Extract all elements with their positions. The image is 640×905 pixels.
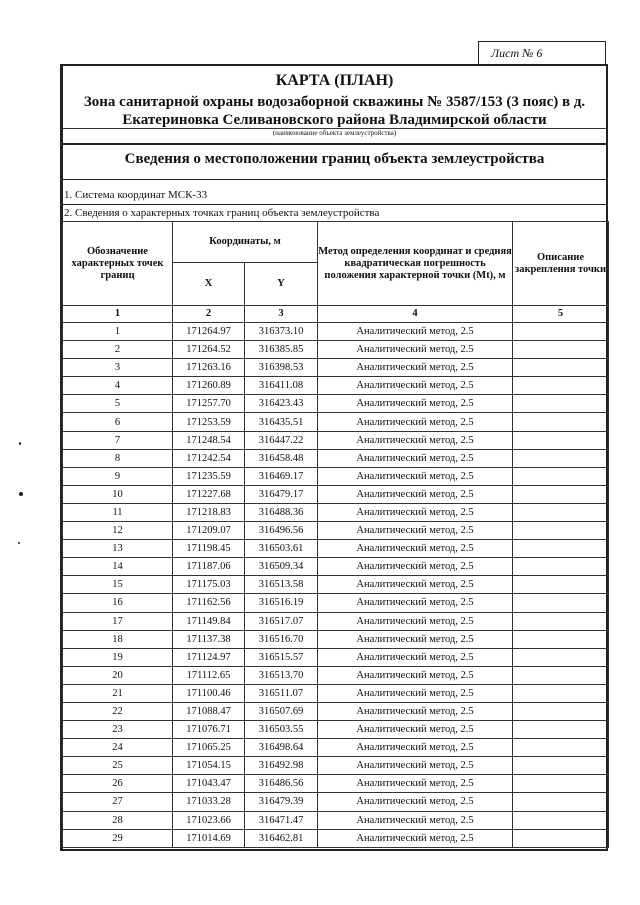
description-cell bbox=[513, 793, 609, 811]
description-cell bbox=[513, 775, 609, 793]
description-cell bbox=[513, 323, 609, 341]
document-subtitle bbox=[63, 93, 606, 129]
table-row bbox=[63, 341, 609, 359]
coord-x-cell: 171227.68 bbox=[173, 485, 245, 503]
coord-y-cell: 316503.61 bbox=[245, 540, 318, 558]
column-number: 4 bbox=[318, 306, 513, 323]
table-row bbox=[63, 739, 609, 757]
method-cell: Аналитический метод, 2.5 bbox=[318, 359, 513, 377]
coord-y-cell: 316498.64 bbox=[245, 739, 318, 757]
method-cell: Аналитический метод, 2.5 bbox=[318, 630, 513, 648]
coord-y-cell: 316423.43 bbox=[245, 395, 318, 413]
method-cell: Аналитический метод, 2.5 bbox=[318, 648, 513, 666]
point-number-cell: 13 bbox=[63, 540, 173, 558]
coord-x-cell: 171076.71 bbox=[173, 721, 245, 739]
coord-x-cell: 171088.47 bbox=[173, 702, 245, 720]
method-cell: Аналитический метод, 2.5 bbox=[318, 684, 513, 702]
method-cell: Аналитический метод, 2.5 bbox=[318, 594, 513, 612]
coord-y-cell: 316385.85 bbox=[245, 341, 318, 359]
coord-y-cell: 316458.48 bbox=[245, 449, 318, 467]
method-cell: Аналитический метод, 2.5 bbox=[318, 413, 513, 431]
point-number-cell: 22 bbox=[63, 702, 173, 720]
coord-y-cell: 316509.34 bbox=[245, 558, 318, 576]
table-row bbox=[63, 793, 609, 811]
coord-x-cell: 171218.83 bbox=[173, 503, 245, 521]
coord-x-cell: 171253.59 bbox=[173, 413, 245, 431]
coord-y-cell: 316373.10 bbox=[245, 323, 318, 341]
table-row bbox=[63, 395, 609, 413]
table-row bbox=[63, 811, 609, 829]
point-number-cell: 4 bbox=[63, 377, 173, 395]
description-cell bbox=[513, 739, 609, 757]
description-cell bbox=[513, 666, 609, 684]
divider bbox=[63, 204, 606, 205]
coord-y-cell: 316492.98 bbox=[245, 757, 318, 775]
coord-y-cell: 316516.70 bbox=[245, 630, 318, 648]
object-caption: (наименование объекта землеустройства) bbox=[272, 129, 397, 137]
divider bbox=[63, 179, 606, 180]
method-cell: Аналитический метод, 2.5 bbox=[318, 395, 513, 413]
point-number-cell: 16 bbox=[63, 594, 173, 612]
column-number: 3 bbox=[245, 306, 318, 323]
description-cell bbox=[513, 612, 609, 630]
method-cell: Аналитический метод, 2.5 bbox=[318, 431, 513, 449]
description-cell bbox=[513, 522, 609, 540]
coord-y-cell: 316513.58 bbox=[245, 576, 318, 594]
point-number-cell: 18 bbox=[63, 630, 173, 648]
method-cell: Аналитический метод, 2.5 bbox=[318, 702, 513, 720]
point-number-cell: 15 bbox=[63, 576, 173, 594]
coordinate-system: 1. Система координат МСК-33 bbox=[64, 189, 208, 201]
description-cell bbox=[513, 377, 609, 395]
table-row bbox=[63, 594, 609, 612]
coord-x-cell: 171187.06 bbox=[173, 558, 245, 576]
method-cell: Аналитический метод, 2.5 bbox=[318, 540, 513, 558]
method-cell: Аналитический метод, 2.5 bbox=[318, 485, 513, 503]
table-row bbox=[63, 503, 609, 521]
coord-x-cell: 171043.47 bbox=[173, 775, 245, 793]
table-row bbox=[63, 666, 609, 684]
coord-x-cell: 171162.56 bbox=[173, 594, 245, 612]
section-title: Сведения о местоположении границ объекта землеустройства bbox=[124, 151, 545, 167]
table-row bbox=[63, 612, 609, 630]
method-cell: Аналитический метод, 2.5 bbox=[318, 522, 513, 540]
description-cell bbox=[513, 630, 609, 648]
coord-x-cell: 171065.25 bbox=[173, 739, 245, 757]
column-number: 1 bbox=[63, 306, 173, 323]
method-cell: Аналитический метод, 2.5 bbox=[318, 739, 513, 757]
table-row bbox=[63, 485, 609, 503]
table-row bbox=[63, 648, 609, 666]
point-number-cell: 12 bbox=[63, 522, 173, 540]
method-cell: Аналитический метод, 2.5 bbox=[318, 467, 513, 485]
coord-x-cell: 171242.54 bbox=[173, 449, 245, 467]
coord-x-cell: 171235.59 bbox=[173, 467, 245, 485]
description-cell bbox=[513, 359, 609, 377]
coord-y-cell: 316435.51 bbox=[245, 413, 318, 431]
method-cell: Аналитический метод, 2.5 bbox=[318, 503, 513, 521]
column-number: 5 bbox=[513, 306, 609, 323]
point-number-cell: 24 bbox=[63, 739, 173, 757]
coord-y-cell: 316513.70 bbox=[245, 666, 318, 684]
point-number-cell: 10 bbox=[63, 485, 173, 503]
coord-x-cell: 171137.38 bbox=[173, 630, 245, 648]
point-number-cell: 14 bbox=[63, 558, 173, 576]
header-description: Описание закрепления точки bbox=[513, 222, 609, 306]
method-cell: Аналитический метод, 2.5 bbox=[318, 558, 513, 576]
divider bbox=[63, 143, 606, 145]
description-cell bbox=[513, 702, 609, 720]
description-cell bbox=[513, 811, 609, 829]
table-row bbox=[63, 757, 609, 775]
method-cell: Аналитический метод, 2.5 bbox=[318, 377, 513, 395]
margin-mark bbox=[19, 492, 23, 496]
description-cell bbox=[513, 503, 609, 521]
coord-x-cell: 171248.54 bbox=[173, 431, 245, 449]
title-block bbox=[63, 66, 606, 143]
description-cell bbox=[513, 449, 609, 467]
point-number-cell: 25 bbox=[63, 757, 173, 775]
coord-y-cell: 316447.22 bbox=[245, 431, 318, 449]
point-number-cell: 7 bbox=[63, 431, 173, 449]
coord-y-cell: 316469.17 bbox=[245, 467, 318, 485]
subtitle-line-2: Екатериновка Селивановского района Владимирской области bbox=[122, 112, 547, 128]
coord-x-cell: 171264.52 bbox=[173, 341, 245, 359]
method-cell: Аналитический метод, 2.5 bbox=[318, 829, 513, 847]
coord-x-cell: 171175.03 bbox=[173, 576, 245, 594]
table-row bbox=[63, 467, 609, 485]
coord-x-cell: 171149.84 bbox=[173, 612, 245, 630]
description-cell bbox=[513, 684, 609, 702]
coord-x-cell: 171263.16 bbox=[173, 359, 245, 377]
coord-x-cell: 171023.66 bbox=[173, 811, 245, 829]
coord-x-cell: 171260.89 bbox=[173, 377, 245, 395]
point-number-cell: 20 bbox=[63, 666, 173, 684]
table-row bbox=[63, 558, 609, 576]
table-row bbox=[63, 829, 609, 847]
column-number: 2 bbox=[173, 306, 245, 323]
coord-x-cell: 171257.70 bbox=[173, 395, 245, 413]
point-number-cell: 29 bbox=[63, 829, 173, 847]
point-number-cell: 21 bbox=[63, 684, 173, 702]
coord-y-cell: 316411.08 bbox=[245, 377, 318, 395]
table-row bbox=[63, 377, 609, 395]
table-row bbox=[63, 775, 609, 793]
table-row bbox=[63, 702, 609, 720]
table-row bbox=[63, 431, 609, 449]
point-number-cell: 19 bbox=[63, 648, 173, 666]
point-number-cell: 26 bbox=[63, 775, 173, 793]
table-row bbox=[63, 721, 609, 739]
point-number-cell: 1 bbox=[63, 323, 173, 341]
description-cell bbox=[513, 413, 609, 431]
coord-x-cell: 171198.45 bbox=[173, 540, 245, 558]
boundary-points-table bbox=[62, 221, 609, 848]
coord-y-cell: 316488.36 bbox=[245, 503, 318, 521]
coord-y-cell: 316471.47 bbox=[245, 811, 318, 829]
coord-y-cell: 316486.56 bbox=[245, 775, 318, 793]
coord-y-cell: 316516.19 bbox=[245, 594, 318, 612]
header-x: X bbox=[173, 263, 245, 306]
description-cell bbox=[513, 829, 609, 847]
description-cell bbox=[513, 594, 609, 612]
table-row bbox=[63, 449, 609, 467]
method-cell: Аналитический метод, 2.5 bbox=[318, 811, 513, 829]
margin-mark bbox=[19, 442, 21, 445]
method-cell: Аналитический метод, 2.5 bbox=[318, 323, 513, 341]
document-frame bbox=[60, 64, 608, 851]
method-cell: Аналитический метод, 2.5 bbox=[318, 793, 513, 811]
header-coordinates: Координаты, м bbox=[173, 222, 318, 263]
header-point: Обозначение характерных точек границ bbox=[63, 222, 173, 306]
point-number-cell: 11 bbox=[63, 503, 173, 521]
description-cell bbox=[513, 467, 609, 485]
coord-y-cell: 316503.55 bbox=[245, 721, 318, 739]
method-cell: Аналитический метод, 2.5 bbox=[318, 775, 513, 793]
description-cell bbox=[513, 648, 609, 666]
coord-y-cell: 316462.81 bbox=[245, 829, 318, 847]
description-cell bbox=[513, 721, 609, 739]
point-number-cell: 23 bbox=[63, 721, 173, 739]
point-number-cell: 8 bbox=[63, 449, 173, 467]
description-cell bbox=[513, 558, 609, 576]
description-cell bbox=[513, 341, 609, 359]
coord-x-cell: 171033.28 bbox=[173, 793, 245, 811]
coord-y-cell: 316479.39 bbox=[245, 793, 318, 811]
point-number-cell: 17 bbox=[63, 612, 173, 630]
header-method: Метод определения координат и средняя квадратическая погрешность положения характерной точки (Mt), м bbox=[318, 222, 513, 306]
coord-x-cell: 171014.69 bbox=[173, 829, 245, 847]
coord-y-cell: 316515.57 bbox=[245, 648, 318, 666]
coord-x-cell: 171209.07 bbox=[173, 522, 245, 540]
description-cell bbox=[513, 485, 609, 503]
table-row bbox=[63, 359, 609, 377]
method-cell: Аналитический метод, 2.5 bbox=[318, 341, 513, 359]
point-number-cell: 5 bbox=[63, 395, 173, 413]
table-row bbox=[63, 684, 609, 702]
coord-y-cell: 316496.56 bbox=[245, 522, 318, 540]
point-number-cell: 6 bbox=[63, 413, 173, 431]
description-cell bbox=[513, 540, 609, 558]
point-number-cell: 27 bbox=[63, 793, 173, 811]
method-cell: Аналитический метод, 2.5 bbox=[318, 576, 513, 594]
margin-mark bbox=[18, 542, 20, 544]
table-row bbox=[63, 522, 609, 540]
method-cell: Аналитический метод, 2.5 bbox=[318, 449, 513, 467]
coord-x-cell: 171100.46 bbox=[173, 684, 245, 702]
header-y: Y bbox=[245, 263, 318, 306]
coord-y-cell: 316511.07 bbox=[245, 684, 318, 702]
point-number-cell: 9 bbox=[63, 467, 173, 485]
method-cell: Аналитический метод, 2.5 bbox=[318, 757, 513, 775]
table-row bbox=[63, 540, 609, 558]
coord-y-cell: 316398.53 bbox=[245, 359, 318, 377]
table-row bbox=[63, 413, 609, 431]
method-cell: Аналитический метод, 2.5 bbox=[318, 721, 513, 739]
method-cell: Аналитический метод, 2.5 bbox=[318, 666, 513, 684]
coord-x-cell: 171112.65 bbox=[173, 666, 245, 684]
point-number-cell: 28 bbox=[63, 811, 173, 829]
description-cell bbox=[513, 431, 609, 449]
coord-x-cell: 171124.97 bbox=[173, 648, 245, 666]
description-cell bbox=[513, 395, 609, 413]
point-number-cell: 3 bbox=[63, 359, 173, 377]
points-heading: 2. Сведения о характерных точках границ объекта землеустройства bbox=[64, 207, 380, 219]
coord-y-cell: 316507.69 bbox=[245, 702, 318, 720]
document-title: КАРТА (ПЛАН) bbox=[275, 72, 394, 89]
coord-x-cell: 171264.97 bbox=[173, 323, 245, 341]
coord-y-cell: 316479.17 bbox=[245, 485, 318, 503]
description-cell bbox=[513, 757, 609, 775]
table-row bbox=[63, 576, 609, 594]
description-cell bbox=[513, 576, 609, 594]
coord-x-cell: 171054.15 bbox=[173, 757, 245, 775]
table-row bbox=[63, 323, 609, 341]
subtitle-line-1: Зона санитарной охраны водозаборной скважины № 3587/153 (3 пояс) в д. bbox=[83, 94, 586, 110]
method-cell: Аналитический метод, 2.5 bbox=[318, 612, 513, 630]
sheet-number-label: Лист № 6 bbox=[478, 41, 606, 64]
point-number-cell: 2 bbox=[63, 341, 173, 359]
table-row bbox=[63, 630, 609, 648]
coord-y-cell: 316517.07 bbox=[245, 612, 318, 630]
